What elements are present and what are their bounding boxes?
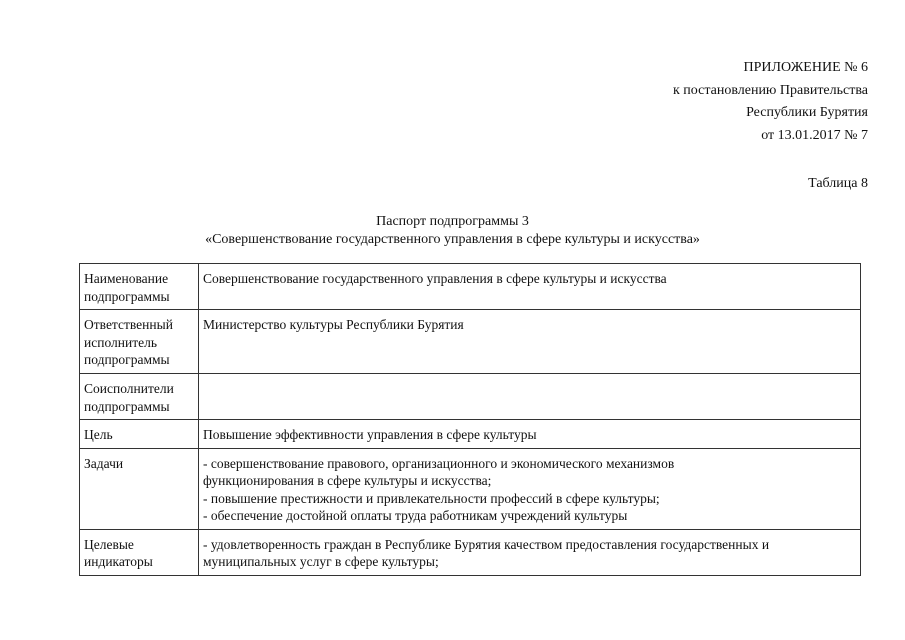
row-key-coexecutors: Соисполнители подпрограммы: [80, 374, 199, 420]
table-row: [80, 374, 861, 420]
row-key-goal: Цель: [80, 420, 199, 449]
table-label: Таблица 8: [808, 176, 868, 191]
row-value-tasks: - совершенствование правового, организационного и экономического механизмов функционирования в сфере культуры и искусства; - повышение престижности и привлекательности профессий в сфере культуры; - обеспечение достойной оплаты труда работникам учреждений культуры: [199, 448, 861, 529]
row-value-goal: Повышение эффективности управления в сфере культуры: [199, 420, 861, 449]
passport-title-line-1: Паспорт подпрограммы 3: [376, 214, 529, 229]
table-row: [80, 529, 861, 575]
row-value-name: Совершенствование государственного управления в сфере культуры и искусства: [199, 264, 861, 310]
table-row: [80, 448, 861, 529]
row-value-responsible: Министерство культуры Республики Бурятия: [199, 310, 861, 374]
row-value-indicators: - удовлетворенность граждан в Республике Бурятия качеством предоставления государственных и муниципальных услуг в сфере культуры;: [199, 529, 861, 575]
appendix-number: ПРИЛОЖЕНИЕ № 6: [743, 60, 868, 75]
row-value-coexecutors: [199, 374, 861, 420]
table-row: [80, 310, 861, 374]
passport-title-line-2: «Совершенствование государственного управления в сфере культуры и искусства»: [205, 231, 700, 247]
appendix-header: [673, 57, 868, 147]
table-row: [80, 264, 861, 310]
row-key-indicators: Целевые индикаторы: [80, 529, 199, 575]
row-key-tasks: Задачи: [80, 448, 199, 529]
table-row: [80, 420, 861, 449]
appendix-resolution: к постановлению Правительства: [672, 82, 868, 98]
appendix-republic: Республики Бурятия: [746, 105, 868, 120]
passport-table: [79, 263, 861, 576]
appendix-date: от 13.01.2017 № 7: [761, 127, 868, 143]
row-key-responsible: Ответственный исполнитель подпрограммы: [80, 310, 199, 374]
row-key-name: Наименование подпрограммы: [80, 264, 199, 310]
passport-title: [0, 213, 905, 248]
